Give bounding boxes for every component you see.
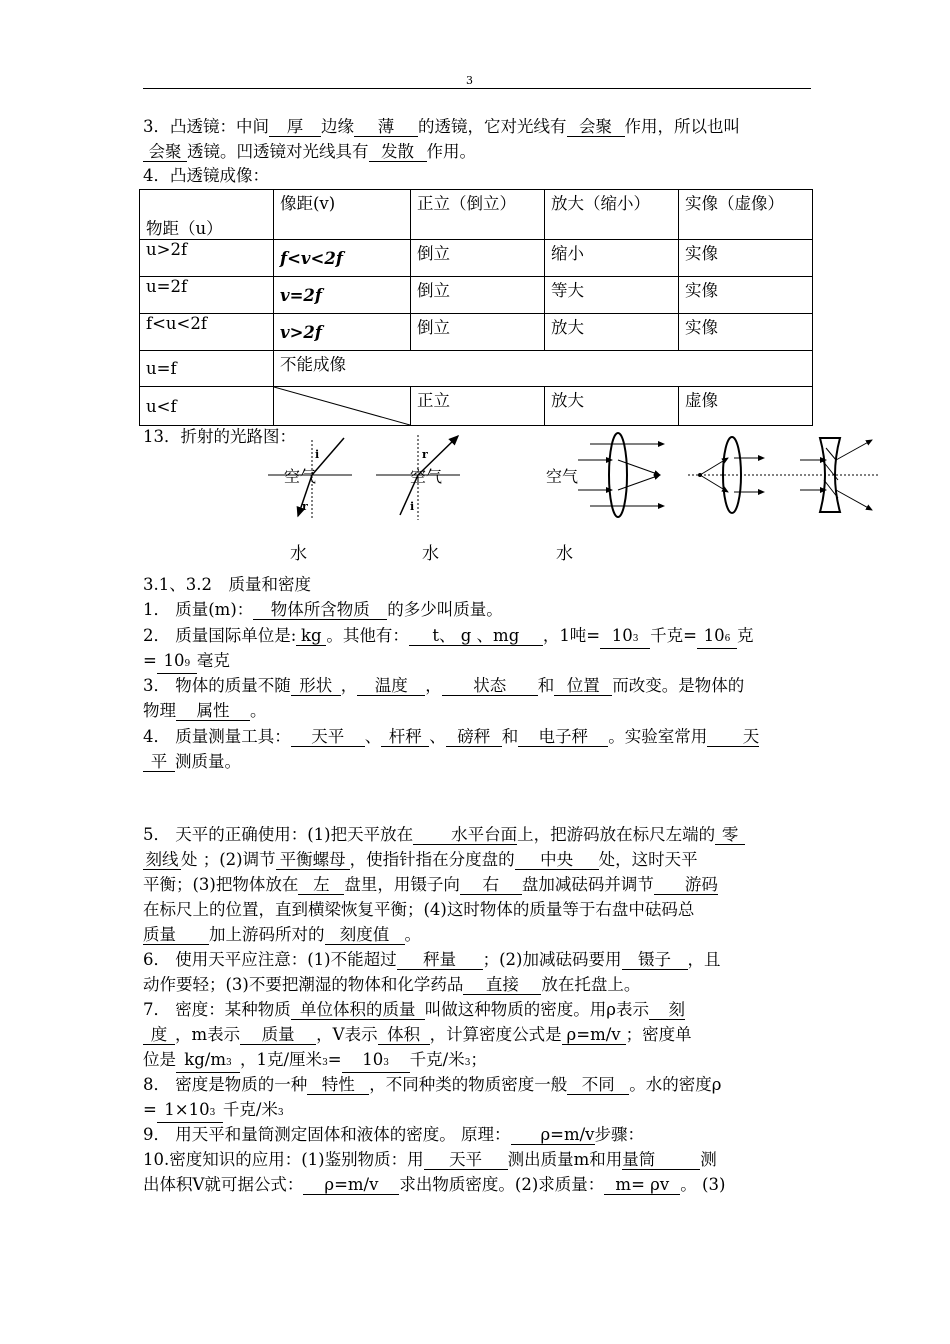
text: 上，把游码放在标尺左端的 <box>517 825 716 844</box>
table-cell: 等大 <box>545 277 679 314</box>
blank-answer: kg/m <box>184 1050 227 1069</box>
blank-answer: 质量 <box>240 1026 316 1045</box>
text: ，1吨= <box>542 626 601 645</box>
exponent: 3 <box>383 1058 389 1068</box>
text: 的透镜，它对光线有 <box>418 117 567 136</box>
table-cell: 虚像 <box>679 387 813 426</box>
angle-label: i <box>315 448 320 461</box>
refraction-diagram-air-to-water <box>268 438 352 520</box>
mass-item-3-line-1 <box>143 675 813 697</box>
blank-answer: 平 <box>143 753 175 772</box>
table-cell: u=2f <box>140 277 274 314</box>
text: 测质量。 <box>175 752 241 771</box>
blank-answer: 薄 <box>354 118 418 137</box>
text: ，V表示 <box>316 1025 378 1044</box>
exponent: 3 <box>209 1108 216 1118</box>
mass-item-4-line-1 <box>143 726 813 748</box>
exponent: 3 <box>464 1058 471 1068</box>
text: ，且 <box>687 950 721 969</box>
blank-answer: 左 <box>298 876 344 895</box>
text: 8． 密度是物质的一种 <box>143 1075 308 1094</box>
density-application-line-2 <box>143 1174 813 1196</box>
density-application-line-1 <box>143 1149 813 1171</box>
blank-answer: 度 <box>143 1026 175 1045</box>
table-cell: 倒立 <box>411 314 545 351</box>
mass-item-3-line-2 <box>143 700 813 722</box>
blank-answer: 中央 <box>515 851 599 870</box>
text: 测 <box>700 1150 717 1169</box>
table-cell: v>2f <box>274 314 411 351</box>
blank-answer: 10 <box>362 1050 384 1069</box>
mass-item-1 <box>143 599 813 621</box>
text: ； <box>470 1050 487 1069</box>
text: 4． 质量测量工具： <box>143 727 291 746</box>
blank-answer: 不同 <box>567 1076 629 1095</box>
text: 毫克 <box>196 651 230 670</box>
blank-answer: kg <box>296 627 326 646</box>
balance-usage-line-5 <box>143 924 813 946</box>
page-number: 3 <box>466 74 473 87</box>
balance-usage-line-2 <box>143 849 813 871</box>
text: 千克= <box>650 626 697 645</box>
blank-answer: 秤量 <box>397 951 483 970</box>
text: 动作要轻；(3)不要把潮湿的物体和化学药品 <box>143 975 464 994</box>
blank-answer: 位置 <box>554 677 612 696</box>
header-cell: 正立（倒立） <box>411 190 545 240</box>
diagonal-cell <box>274 387 411 426</box>
header-cell: 实像（虚像） <box>679 190 813 240</box>
text: 求出物质密度。(2)求质量： <box>399 1175 605 1194</box>
text: 。水的密度ρ <box>629 1075 722 1094</box>
blank-answer: 平衡螺母 <box>276 851 350 870</box>
blank-answer: 会聚 <box>567 118 625 137</box>
blank-answer: 游码 <box>654 876 718 895</box>
table-cell: v=2f <box>274 277 411 314</box>
text: = <box>143 651 157 670</box>
text: 1． 质量(m)： <box>143 600 254 619</box>
exponent: 3 <box>226 1058 232 1068</box>
table-header-row <box>140 190 813 240</box>
table-row <box>140 387 813 426</box>
density-property-line-2 <box>143 1099 813 1124</box>
text: 出体积V就可据公式： <box>143 1175 304 1194</box>
text: ，1克/厘米 <box>240 1050 323 1069</box>
text: 9． 用天平和量筒测定固体和液体的密度。 原理： <box>143 1125 511 1144</box>
air-label: 空气 <box>546 467 579 486</box>
blank-answer: 天 <box>707 728 759 747</box>
table-cell: u>2f <box>140 240 274 277</box>
text: 透镜。凹透镜对光线具有 <box>187 142 369 161</box>
refraction-diagrams <box>260 430 880 530</box>
density-measure-line <box>143 1124 813 1146</box>
blank-answer: 会聚 <box>143 143 187 162</box>
text: = <box>327 1050 342 1069</box>
blank-answer: ρ=m/v <box>511 1126 595 1145</box>
mass-item-2-line-1 <box>143 625 813 649</box>
table-cell: u=f <box>140 351 274 387</box>
table-cell: 实像 <box>679 277 813 314</box>
table-cell: 倒立 <box>411 240 545 277</box>
blank-answer: 10 <box>611 626 633 645</box>
text: 测出质量m和用 <box>507 1150 623 1169</box>
text: 。实验室常用 <box>608 727 708 746</box>
text: 边缘 <box>321 117 354 136</box>
lens-definition-line-1 <box>143 116 813 138</box>
blank-answer: 10 <box>703 626 725 645</box>
text: = <box>143 1100 157 1119</box>
text: 平衡；(3)把物体放在 <box>143 875 299 894</box>
table-cell: f<u<2f <box>140 314 274 351</box>
text: 。 (3) <box>680 1175 726 1194</box>
blank-answer: 刻线 <box>143 851 181 870</box>
blank-answer: 特性 <box>307 1076 369 1095</box>
text: 3． 物体的质量不随 <box>143 676 291 695</box>
table-row <box>140 240 813 277</box>
blank-answer: 直接 <box>463 976 541 995</box>
blank-answer: 状态 <box>442 677 538 696</box>
text: 盘里，用镊子向 <box>344 875 460 894</box>
blank-answer: 右 <box>460 876 522 895</box>
blank-answer: 天平 <box>291 728 365 747</box>
text: 6． 使用天平应注意：(1)不能超过 <box>143 950 397 969</box>
convex-lens-focus-diagram <box>688 437 800 513</box>
blank-answer: 物体所含物质 <box>253 601 387 620</box>
header-cell: 放大（缩小） <box>545 190 679 240</box>
blank-answer: 厚 <box>269 118 321 137</box>
angle-label: r <box>302 500 308 513</box>
text: 作用，所以也叫 <box>624 117 740 136</box>
table-cell: 放大 <box>545 314 679 351</box>
text: ， <box>340 676 358 695</box>
air-label: 空气 <box>410 467 443 486</box>
table-cell: 放大 <box>545 387 679 426</box>
refraction-title: 13．折射的光路图： <box>143 427 296 446</box>
table-cell: 倒立 <box>411 277 545 314</box>
angle-label: r <box>422 448 428 461</box>
text: 叫做这种物质的密度。用ρ表示 <box>424 1000 649 1019</box>
table-cell: 实像 <box>679 240 813 277</box>
blank-answer: 刻度值 <box>325 926 405 945</box>
blank-answer: m= ρv <box>604 1176 680 1195</box>
balance-usage-line-4: 在标尺上的位置，直到横梁恢复平衡；(4)这时物体的质量等于右盘中砝码总 <box>143 900 695 919</box>
header-cell: 像距(v) <box>274 190 411 240</box>
blank-answer: 体积 <box>378 1026 430 1045</box>
exponent: 3 <box>632 634 639 644</box>
text: 处，这时天平 <box>598 850 698 869</box>
text: 和 <box>537 676 555 695</box>
text: 。其他有： <box>326 626 409 645</box>
blank-answer: 零 <box>715 826 745 845</box>
text: 位是 <box>143 1050 176 1069</box>
exponent: 3 <box>322 1058 328 1068</box>
text: 步骤： <box>594 1125 644 1144</box>
text: ，m表示 <box>175 1025 241 1044</box>
text: 处 ；(2)调节 <box>181 850 276 869</box>
water-label: 水 <box>556 544 573 564</box>
text: 放在托盘上。 <box>541 975 641 994</box>
balance-usage-line-3 <box>143 874 813 896</box>
text: 的多少叫质量。 <box>387 600 503 619</box>
text: 2． 质量国际单位是: <box>143 626 297 645</box>
text: 。 <box>404 925 421 944</box>
exponent: 6 <box>724 634 731 644</box>
blank-answer: ρ=m/v <box>562 1026 626 1045</box>
text: ，不同种类的物质密度一般 <box>369 1075 568 1094</box>
mass-item-2-line-2 <box>143 650 813 674</box>
text: 5． 天平的正确使用：(1)把天平放在 <box>143 825 414 844</box>
blank-answer: 温度 <box>357 677 425 696</box>
text: 而改变。是物体的 <box>612 676 745 695</box>
mass-item-4-line-2 <box>143 751 813 773</box>
blank-answer: 1×10 <box>164 1100 210 1119</box>
text: ；密度单 <box>625 1025 692 1044</box>
balance-notes-line-2 <box>143 974 813 996</box>
table-row <box>140 314 813 351</box>
density-property-line-1 <box>143 1074 813 1096</box>
text: 作用。 <box>426 142 476 161</box>
balance-usage-line-1 <box>143 824 813 846</box>
blank-answer: 形状 <box>291 677 341 696</box>
lens-imaging-title: 4．凸透镜成像： <box>143 166 269 185</box>
text: ，计算密度公式是 <box>429 1025 562 1044</box>
text: 千克/米 <box>222 1100 278 1119</box>
table-row <box>140 351 813 387</box>
angle-label: i <box>410 500 415 513</box>
text: 10.密度知识的应用：(1)鉴别物质：用 <box>143 1150 424 1169</box>
text: 和 <box>501 727 519 746</box>
header-cell: 物距（u） <box>140 190 274 240</box>
text: 克 <box>736 626 754 645</box>
convex-lens-diagram <box>546 433 664 517</box>
section-title: 3.1、3.2 质量和密度 <box>143 575 311 594</box>
density-line-2 <box>143 1024 813 1046</box>
water-label: 水 <box>422 544 439 564</box>
blank-answer: 镊子 <box>622 951 688 970</box>
blank-answer: 水平台面 <box>413 826 517 845</box>
text: 、 <box>429 727 446 746</box>
table-cell: f<v<2f <box>274 240 411 277</box>
text: 盘加减砝码并调节 <box>521 875 654 894</box>
exponent: 9 <box>184 659 191 669</box>
blank-answer: 发散 <box>369 143 427 162</box>
lens-definition-line-2 <box>143 141 813 163</box>
density-line-1 <box>143 999 813 1021</box>
header-rule <box>143 88 811 89</box>
blank-answer: 质量 <box>143 926 209 945</box>
text: 7． 密度：某种物质 <box>143 1000 291 1019</box>
text: ，使指针指在分度盘的 <box>349 850 515 869</box>
blank-answer: 磅秤 <box>446 728 502 747</box>
blank-answer: 天平 <box>424 1151 508 1170</box>
text: 3．凸透镜：中间 <box>143 117 269 136</box>
table-cell: 实像 <box>679 314 813 351</box>
blank-answer: 电子秤 <box>518 728 608 747</box>
blank-answer: 杆秤 <box>381 728 429 747</box>
blank-answer: 单位体积的质量 <box>291 1001 425 1020</box>
balance-notes-line-1 <box>143 949 813 971</box>
text: 。 <box>250 701 267 720</box>
table-cell: u<f <box>140 387 274 426</box>
table-cell: 正立 <box>411 387 545 426</box>
concave-lens-diagram <box>800 438 878 512</box>
diagonal-line <box>274 387 410 425</box>
text: 、 <box>364 727 382 746</box>
refraction-diagram-water-to-air <box>376 435 460 520</box>
table-cell: 缩小 <box>545 240 679 277</box>
blank-answer: t、 g 、mg <box>409 627 543 646</box>
blank-answer: 10 <box>163 651 185 670</box>
air-label: 空气 <box>284 467 317 486</box>
lens-imaging-table <box>139 189 813 426</box>
exponent: 3 <box>277 1108 284 1118</box>
blank-answer: 量筒 <box>622 1151 700 1170</box>
table-cell: 不能成像 <box>274 351 813 387</box>
table-row <box>140 277 813 314</box>
blank-answer: 属性 <box>176 702 250 721</box>
water-label: 水 <box>290 544 307 564</box>
text: ， <box>425 676 442 695</box>
text: 物理 <box>143 701 176 720</box>
blank-answer: ρ=m/v <box>303 1176 399 1195</box>
text: ；(2)加减砝码要用 <box>482 950 622 969</box>
density-line-3 <box>143 1049 813 1074</box>
text: 加上游码所对的 <box>209 925 325 944</box>
text: 千克/米 <box>409 1050 465 1069</box>
blank-answer: 刻 <box>649 1001 685 1020</box>
